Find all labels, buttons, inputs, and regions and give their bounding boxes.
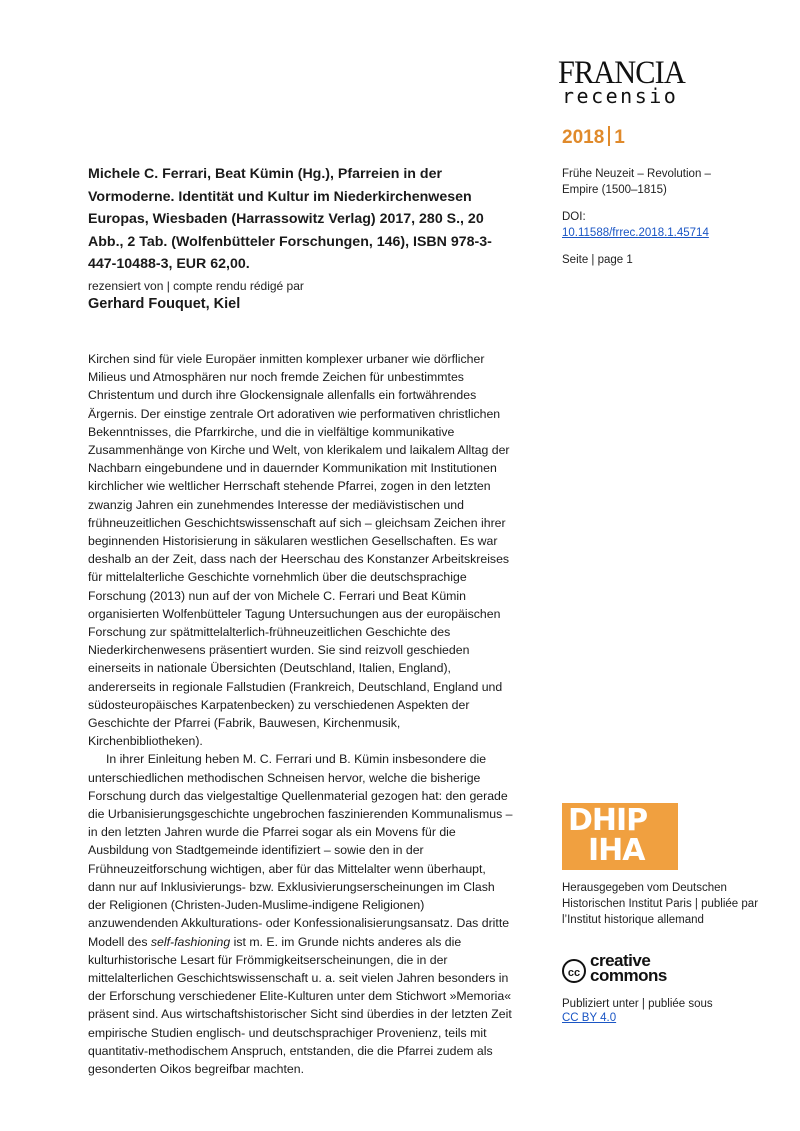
cc-icon: cc	[562, 959, 586, 983]
dhip-logo-line2: IHA	[588, 833, 645, 868]
paragraph-2-emphasis: self-fashioning	[150, 934, 231, 949]
issue-number	[562, 126, 625, 149]
paragraph-2	[88, 750, 514, 1078]
review-title: Michele C. Ferrari, Beat Kümin (Hg.), Pfarreien in der Vormoderne. Identität und Kultur im Niederkirchenwesen Europas, Wiesbaden (Harrassowitz Verlag) 2017, 280 S., 20 Abb., 2 Tab. (Wolfenbütteler Forschungen, 146), ISBN 978-3-447-10488-3, EUR 62,00.	[88, 166, 492, 272]
cc-wordmark-line1: creative	[590, 951, 651, 970]
section-label: Frühe Neuzeit – Revolution – Empire (1500–1815)	[562, 168, 711, 196]
license-label: Publiziert unter | publiée sous	[562, 998, 713, 1010]
review-body	[88, 350, 514, 1078]
logo-francia: FRANCIA	[558, 55, 685, 91]
paragraph-1: Kirchen sind für viele Europäer inmitten komplexer urbaner wie dörflicher Milieus und Atmosphären nur noch fremde Zeichen für unbestimmtes Christentum und durch ihre Glockensignale allenfalls ein fortwährendes Ärgernis. Der einstige zentrale Ort adorativen wie performativen christlichen Bekenntnisses, die Pfarrkirche, und die in vielfältige kommunikative Zusammenhänge von Kirche und Welt, von klerikalem und laikalem Alltag der Nachbarn eingebundene und in dauernder Kommunikation mit Institutionen kirchlicher wie weltlicher Herrschaft stehende Pfarrei, zogen in den letzten zwanzig Jahren ein zunehmendes Interesse der mediävistischen und frühneuzeitlichen Geschichtswissenschaft auf sich – gleichsam Zeichen ihrer beginnenden Historisierung in säkularen westlichen Gesellschaften. Es war deshalb an der Zeit, dass nach der Heerschau des Konstanzer Arbeitskreises für mittelalterliche Geschichte vornehmlich über die deutschsprachige Forschung (2013) nun auf der von Michele C. Ferrari und Beat Kümin organisierten Wolfenbütteler Tagung Untersuchungen aus der europäischen Forschung zur spätmittelalterlich-frühneuzeitlichen Geschichte des Niederkirchenwesens präsentiert wurden. Sie sind reizvoll geschieden einerseits in nationale Übersichten (Deutschland, Italien, England), andererseits in regionale Fallstudien (Frankreich, Deutschland, England und südosteuropäisches Karpatenbecken) zu verschiedenen Aspekten der Geschichte der Pfarrei (Fabrik, Bauwesen, Kirchenmusik, Kirchenbibliotheken).	[88, 352, 510, 749]
paragraph-2-part-b: ist m. E. im Grunde nichts anderes als die kulturhistorische Lesart für Frömmigkeitserscheinungen, die in der mittelalterlichen Geschichtswissenschaft u. a. seit vielen Jahren besonders in der Erforschung verschiedener Elite-Kulturen unter dem Stichwort »Memoria« präsent sind. Aus wirtschaftshistorischer Sicht sind überdies in der letzten Zeit empirische Studien englisch- und deutschsprachiger Provenienz, teils mit quantitativ-methodischem Anspruch, entstanden, die die Pfarrei zudem als gesonderten Oikos begreifbar machten.	[88, 934, 512, 1076]
doi-label: DOI:	[562, 211, 586, 223]
page-number: Seite | page 1	[562, 254, 633, 266]
paragraph-2-part-a: In ihrer Einleitung heben M. C. Ferrari und B. Kümin insbesondere die unterschiedlichen methodischen Schneisen hervor, welche die bisherige Forschung durch das vielgestaltige Quellenmaterial gezogen hat: den gerade die Urbanisierungsgeschichte ungebrochen faszinierenden Kommunalismus – in den letzten Jahren wurde die Pfarrei sogar als ein Movens für die Ausbildung von Stadtgemeinde identifiziert – sowie den in der Frühneuzeitforschung wichtigen, aber für das Mittelalter wenn überhaupt, dann nur auf Inklusivierungs- bzw. Exklusivierungserscheinungen im Clash der Religionen (Christen-Juden-Muslime-indigene Religionen) anzuwendenden Akkulturations- oder Konfessionalisierungsansatz. Das dritte Modell des	[88, 752, 513, 949]
cc-wordmark	[590, 953, 667, 983]
doi-link[interactable]: 10.11588/frrec.2018.1.45714	[562, 227, 709, 239]
issue-year: 2018	[562, 127, 605, 148]
reviewer-name: Gerhard Fouquet, Kiel	[88, 296, 241, 312]
license-link[interactable]: CC BY 4.0	[562, 1012, 617, 1024]
issue-divider	[608, 126, 610, 146]
publisher-text: Herausgegeben vom Deutschen Historischen Institut Paris | publiée par l’Institut historique allemand	[562, 882, 759, 926]
francia-recensio-logo	[558, 55, 718, 108]
dhip-logo-line1: DHIP	[568, 803, 648, 838]
dhip-iha-logo	[562, 803, 678, 870]
reviewed-by-label: rezensiert von | compte rendu rédigé par	[88, 279, 304, 293]
logo-recensio: recensio	[562, 84, 679, 108]
issue-no: 1	[614, 127, 625, 148]
cc-wordmark-line2: commons	[590, 966, 667, 985]
